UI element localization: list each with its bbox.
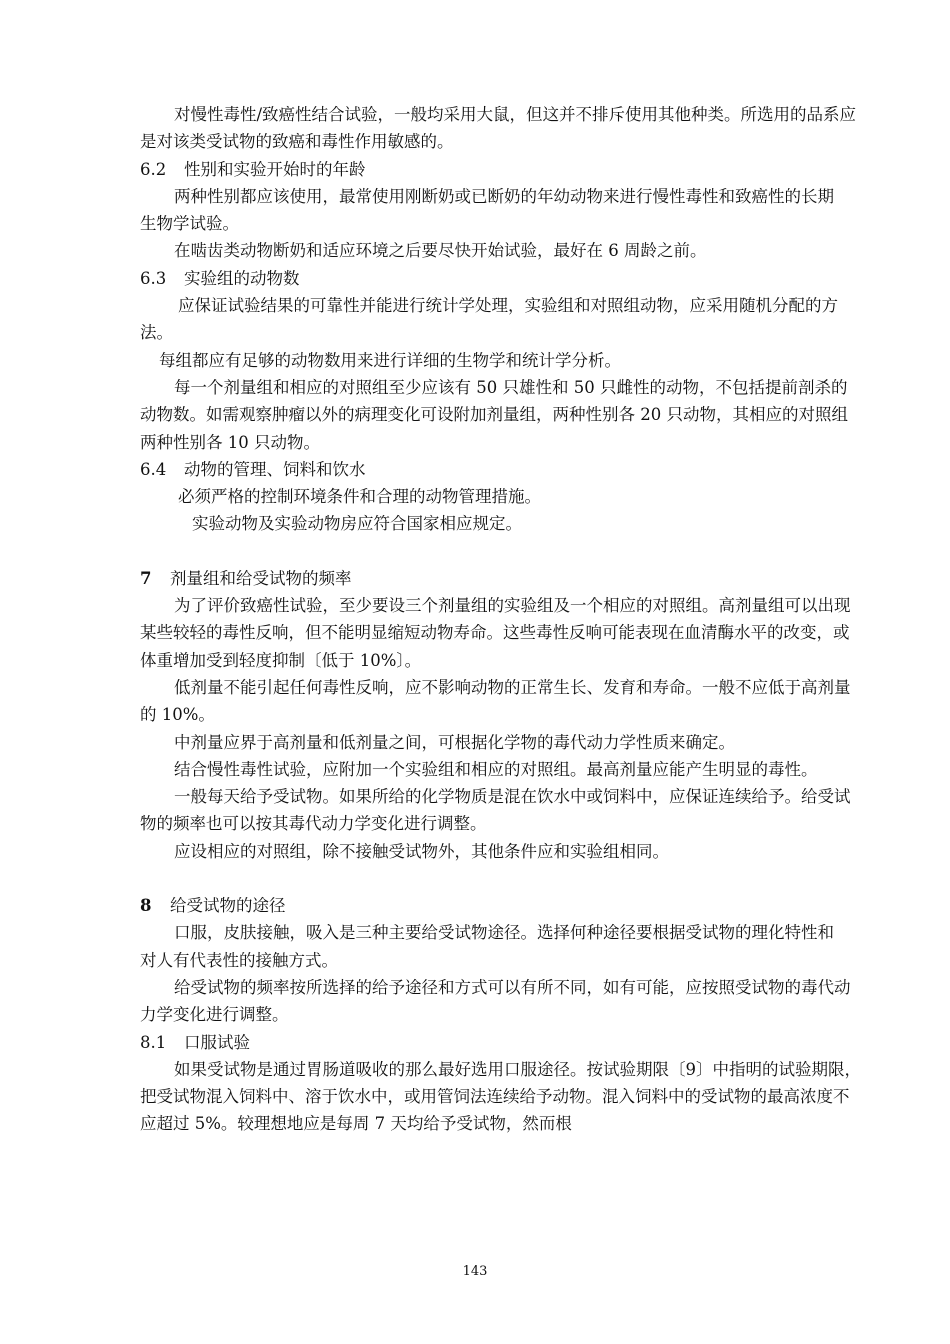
body-paragraph: 为了评价致癌性试验，至少要设三个剂量组的实验组及一个相应的对照组。高剂量组可以出现某些较轻的毒性反响，但不能明显缩短动物寿命。这些毒性反响可能表现在血清酶水平的改变，或体重增加受到轻度抑制〔低于 10%〕。 <box>140 596 851 670</box>
document-body <box>140 101 862 1138</box>
section-heading <box>140 1029 862 1056</box>
section-heading <box>140 892 862 919</box>
section-number: 8.1 <box>140 1032 167 1052</box>
section-title: 性别和实验开始时的年龄 <box>184 159 366 179</box>
body-paragraph: 给受试物的频率按所选择的给予途径和方式可以有所不同，如有可能，应按照受试物的毒代动力学变化进行调整。 <box>140 977 851 1025</box>
section-number: 6.4 <box>140 459 167 479</box>
section-title: 动物的管理、饲料和饮水 <box>184 459 366 479</box>
body-paragraph: 应设相应的对照组，除不接触受试物外，其他条件应和实验组相同。 <box>174 841 669 861</box>
body-paragraph: 对人有代表性的接触方式。 <box>140 950 338 970</box>
section-number: 8 <box>140 896 152 916</box>
body-paragraph: 如果受试物是通过胃肠道吸收的那么最好选用口服途径。按试验期限〔9〕中指明的试验期限，把受试物混入饲料中、溶于饮水中，或用管饲法连续给予动物。混入饲料中的受试物的最高浓度不应超过 5%。较理想地应是每周 7 天均给予受试物，然而根 <box>140 1059 861 1134</box>
section-title: 实验组的动物数 <box>184 268 300 288</box>
body-paragraph: 对慢性毒性/致癌性结合试验，一般均采用大鼠，但这并不排斥使用其他种类。所选用的品系应是对该类受试物的致癌和毒性作用敏感的。 <box>140 105 857 152</box>
section-heading <box>140 265 862 292</box>
section-number: 6.3 <box>140 268 167 288</box>
body-paragraph: 低剂量不能引起任何毒性反响，应不影响动物的正常生长、发育和寿命。一般不应低于高剂量的 10%。 <box>140 677 851 725</box>
section-title: 口服试验 <box>184 1032 250 1052</box>
body-paragraph: 必须严格的控制环境条件和合理的动物管理措施。 <box>178 487 541 507</box>
body-paragraph: 一般每天给予受试物。如果所给的化学物质是混在饮水中或饲料中，应保证连续给予。给受试物的频率也可以按其毒代动力学变化进行调整。 <box>140 787 851 834</box>
paragraph-gap <box>140 865 862 892</box>
body-paragraph: 口服，皮肤接触，吸入是三种主要给受试物途径。选择何种途径要根据受试物的理化特性和 <box>174 923 834 943</box>
section-heading <box>140 156 862 183</box>
body-paragraph: 应保证试验结果的可靠性并能进行统计学处理，实验组和对照组动物，应采用随机分配的方法。 <box>140 296 838 343</box>
body-paragraph: 实验动物及实验动物房应符合国家相应规定。 <box>192 514 522 534</box>
section-number: 7 <box>140 568 152 588</box>
body-paragraph: 在啮齿类动物断奶和适应环境之后要尽快开始试验，最好在 6 周龄之前。 <box>174 241 707 261</box>
body-paragraph: 两种性别都应该使用，最常使用刚断奶或已断奶的年幼动物来进行慢性毒性和致癌性的长期 <box>174 186 834 206</box>
section-number: 6.2 <box>140 159 167 179</box>
body-paragraph: 中剂量应界于高剂量和低剂量之间，可根据化学物的毒代动力学性质来确定。 <box>174 732 735 752</box>
body-paragraph: 结合慢性毒性试验，应附加一个实验组和相应的对照组。最高剂量应能产生明显的毒性。 <box>174 759 818 779</box>
section-heading <box>140 456 862 483</box>
paragraph-gap <box>140 538 862 565</box>
page-number: 143 <box>462 1264 488 1279</box>
body-paragraph: 生物学试验。 <box>140 214 239 234</box>
section-title: 剂量组和给受试物的频率 <box>170 568 352 588</box>
body-paragraph: 每一个剂量组和相应的对照组至少应该有 50 只雄性和 50 只雌性的动物，不包括提前剖杀的动物数。如需观察肿瘤以外的病理变化可设附加剂量组，两种性别各 20 只动物，其相应的对照组两种性别各 10 只动物。 <box>140 377 848 452</box>
section-heading <box>140 565 862 592</box>
section-title: 给受试物的途径 <box>170 896 286 916</box>
body-paragraph: 每组都应有足够的动物数用来进行详细的生物学和统计学分析。 <box>159 350 621 370</box>
